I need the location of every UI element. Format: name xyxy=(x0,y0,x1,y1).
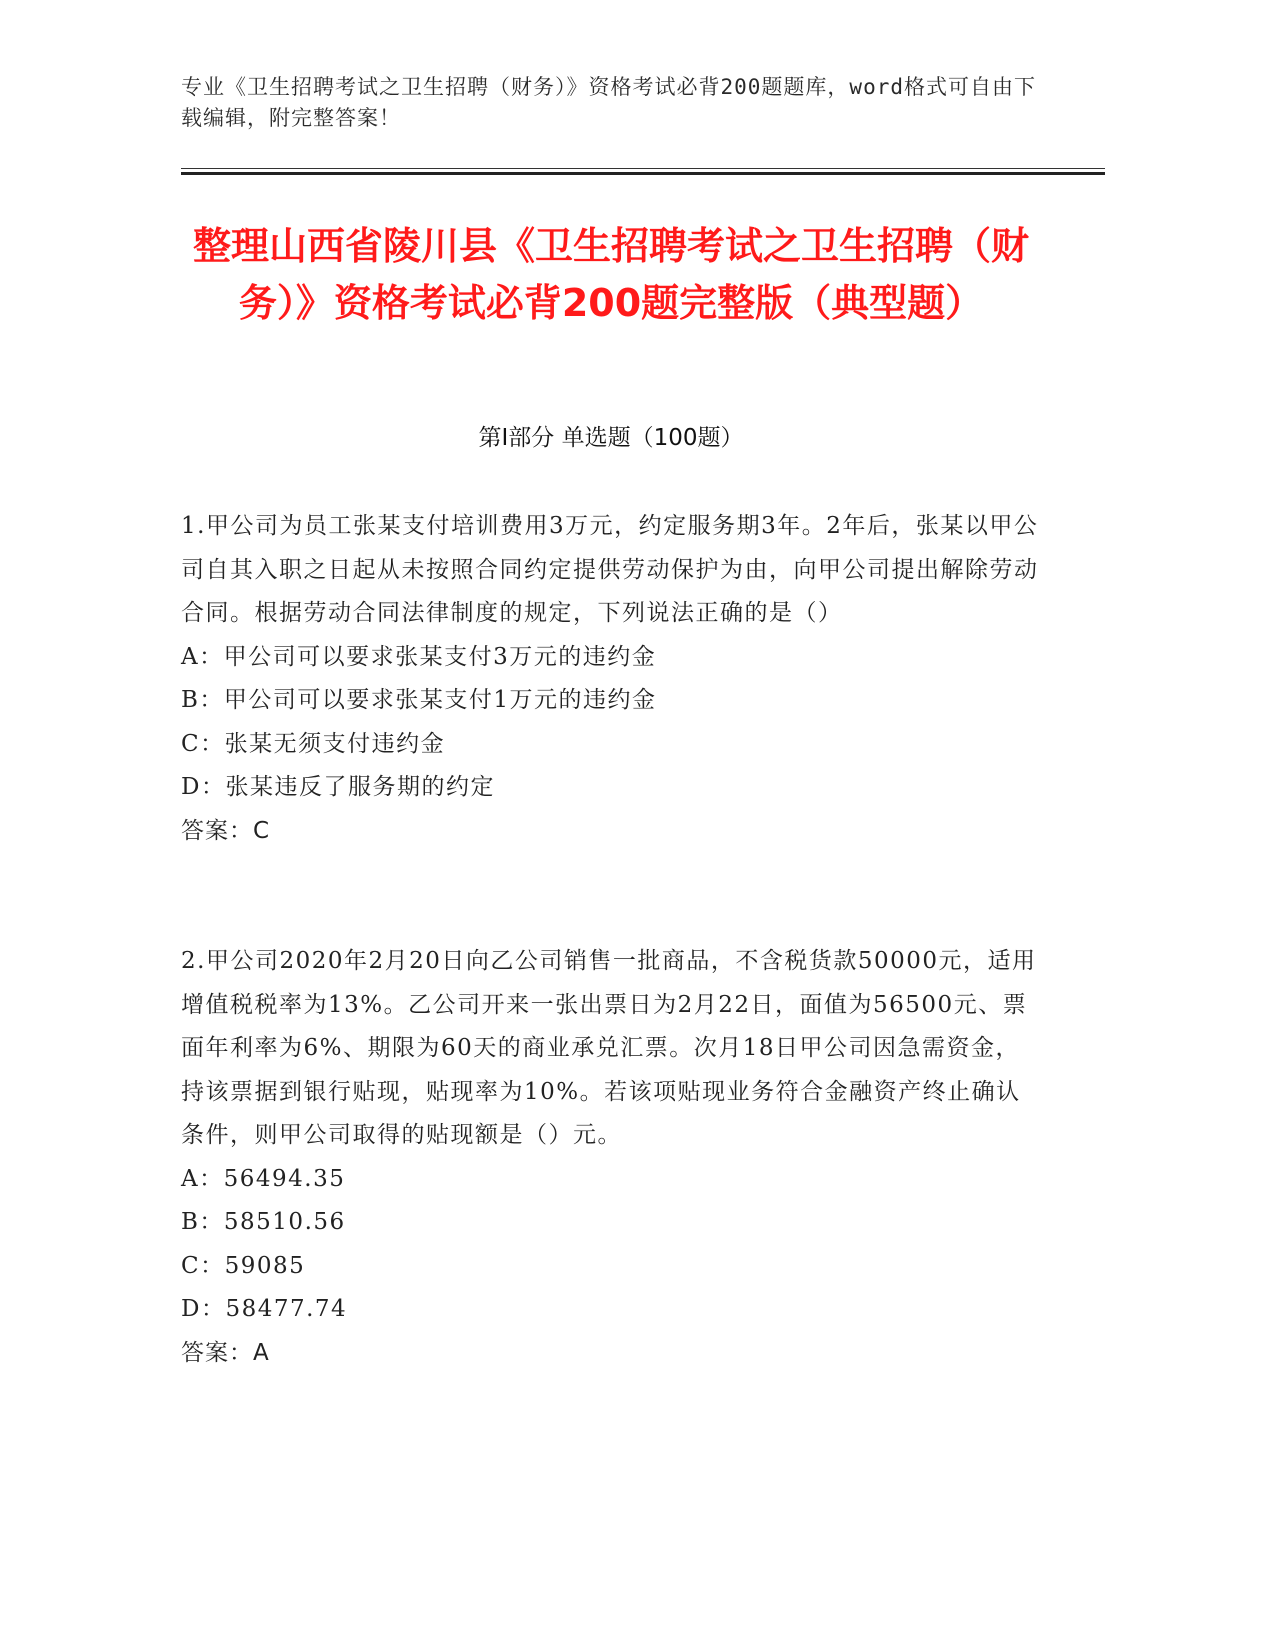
option-d: D：58477.74 xyxy=(181,1296,348,1322)
option-d: D：张某违反了服务期的约定 xyxy=(181,774,495,800)
question-text: 1.甲公司为员工张某支付培训费用3万元，约定服务期3年。2年后，张某以甲公司自其入职之日起从未按照合同约定提供劳动保护为由，向甲公司提出解除劳动合同。根据劳动合同法律制度的规定，下列说法正确的是（） xyxy=(181,513,1039,626)
section-heading: 第Ⅰ部分 单选题（100题） xyxy=(478,425,744,451)
option-c: C：张某无须支付违约金 xyxy=(181,730,446,757)
option-b: B：甲公司可以要求张某支付1万元的违约金 xyxy=(181,687,657,713)
option-b: B：58510.56 xyxy=(181,1209,346,1235)
answer-line: 答案：A xyxy=(181,1339,270,1366)
answer-line: 答案：C xyxy=(181,817,271,844)
question-item xyxy=(181,940,1041,1375)
option-a: A：56494.35 xyxy=(181,1165,346,1192)
option-c: C：59085 xyxy=(181,1252,306,1279)
option-a: A：甲公司可以要求张某支付3万元的违约金 xyxy=(181,643,657,670)
header-rule-thick xyxy=(181,172,1105,175)
question-text: 2.甲公司2020年2月20日向乙公司销售一批商品，不含税货款50000元，适用增值税税率为13%。乙公司开来一张出票日为2月22日，面值为56500元、票面年利率为6%、期限为60天的商业承兑汇票。次月18日甲公司因急需资金，持该票据到银行贴现，贴现率为10%。若该项贴现业务符合金融资产终止确认条件，则甲公司取得的贴现额是（）元。 xyxy=(181,948,1037,1148)
header-note: 专业《卫生招聘考试之卫生招聘（财务）》资格考试必背200题题库，word格式可自由下载编辑，附完整答案！ xyxy=(181,75,1036,130)
question-item xyxy=(181,505,1041,853)
header-rule-thin xyxy=(181,168,1105,169)
document-title: 整理山西省陵川县《卫生招聘考试之卫生招聘（财务）》资格考试必背200题完整版（典型题） xyxy=(192,224,1029,325)
